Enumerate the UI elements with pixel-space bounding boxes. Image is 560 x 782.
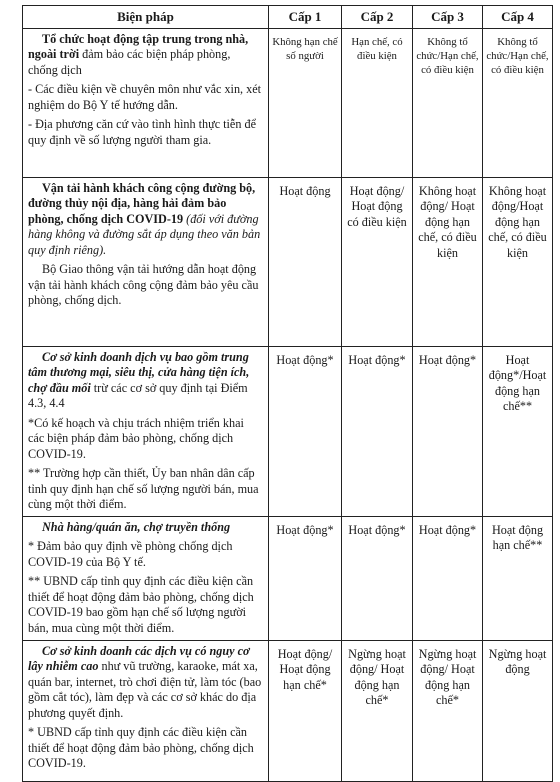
measure-note: * UBND cấp tỉnh quy định các điều kiện cần thiết để hoạt động đảm bảo phòng, chống dịch COVID-19. bbox=[28, 725, 254, 770]
measure-title: Vận tải hành khách công cộng đường bộ, đường thủy nội địa, hàng hải đảm bảo phòng, chống dịch COVID-19 (đối với đường hàng không và đường sắt áp dụng theo văn bản quy định riêng). bbox=[28, 180, 261, 257]
level-3-cell: Hoạt động* bbox=[413, 346, 483, 516]
measure-title: Cơ sở kinh doanh các dịch vụ có nguy cơ lây nhiễm cao như vũ trường, karaoke, mát xa, quán bar, internet, trò chơi điện tử, làm tóc (bao gồm cắt tóc), làm đẹp và các cơ sở khác do địa phương quyết định. bbox=[28, 643, 262, 720]
table-row bbox=[23, 640, 553, 781]
header-level-4: Cấp 4 bbox=[483, 6, 553, 29]
header-level-2: Cấp 2 bbox=[342, 6, 413, 29]
level-3-cell: Ngừng hoạt động/ Hoạt động hạn chế* bbox=[413, 640, 483, 781]
measure-cell bbox=[23, 640, 269, 781]
level-2-cell: Hoạt động* bbox=[342, 516, 413, 640]
measure-title: Cơ sở kinh doanh dịch vụ bao gồm trung tâm thương mại, siêu thị, cửa hàng tiện ích, chợ đầu mối trừ các cơ sở quy định tại Điểm 4.3, 4.4 bbox=[28, 349, 250, 410]
measure-note: Bộ Giao thông vận tải hướng dẫn hoạt động vận tải hành khách công cộng đảm bảo yêu cầu phòng, chống dịch. bbox=[28, 262, 259, 307]
table-row bbox=[23, 28, 553, 177]
header-level-3: Cấp 3 bbox=[413, 6, 483, 29]
measure-note: *Có kế hoạch và chịu trách nhiệm triển khai các biện pháp đảm bảo phòng, chống dịch COVID-19. bbox=[28, 415, 244, 461]
measure-note: * Đảm bảo quy định về phòng chống dịch COVID-19 của Bộ Y tế. bbox=[28, 539, 233, 569]
level-1-cell: Hoạt động/ Hoạt động hạn chế* bbox=[269, 640, 342, 781]
table-row bbox=[23, 516, 553, 640]
level-1-cell: Hoạt động* bbox=[269, 516, 342, 640]
level-1-cell: Hoạt động* bbox=[269, 346, 342, 516]
measure-note: - Địa phương căn cứ vào tình hình thực tiễn để quy định về số lượng người tham gia. bbox=[28, 117, 256, 147]
measure-cell bbox=[23, 28, 269, 177]
level-3-cell: Không tổ chức/Hạn chế, có điều kiện bbox=[413, 28, 483, 177]
level-4-cell: Không tổ chức/Hạn chế, có điều kiện bbox=[483, 28, 553, 177]
level-2-cell: Hạn chế, có điều kiện bbox=[342, 28, 413, 177]
measure-note: ** UBND cấp tỉnh quy định các điều kiện cần thiết để hoạt động đảm bảo phòng, chống dịch COVID-19 bao gồm hạn chế số lượng người bán, mua cùng một thời điểm. bbox=[28, 574, 254, 635]
measure-title: Tổ chức hoạt động tập trung trong nhà, ngoài trời đảm bảo các biện pháp phòng, chống dịch bbox=[28, 31, 249, 77]
header-row bbox=[23, 6, 553, 29]
table-row bbox=[23, 346, 553, 516]
header-measure: Biện pháp bbox=[23, 6, 269, 29]
header-level-1: Cấp 1 bbox=[269, 6, 342, 29]
level-4-cell: Hoạt động*/Hoạt động hạn chế** bbox=[483, 346, 553, 516]
table-row bbox=[23, 177, 553, 346]
measures-table bbox=[22, 5, 553, 782]
level-1-cell: Không hạn chế số người bbox=[269, 28, 342, 177]
level-3-cell: Hoạt động* bbox=[413, 516, 483, 640]
level-4-cell: Hoạt động hạn chế** bbox=[483, 516, 553, 640]
level-3-cell: Không hoạt động/ Hoạt động hạn chế, có điều kiện bbox=[413, 177, 483, 346]
measure-note: ** Trường hợp cần thiết, Ủy ban nhân dân cấp tỉnh quy định hạn chế số lượng người bán, mua cùng một thời điểm. bbox=[28, 466, 259, 511]
level-2-cell: Ngừng hoạt động/ Hoạt động hạn chế* bbox=[342, 640, 413, 781]
measure-cell bbox=[23, 177, 269, 346]
level-4-cell: Ngừng hoạt động bbox=[483, 640, 553, 781]
level-4-cell: Không hoạt động/Hoạt động hạn chế, có điều kiện bbox=[483, 177, 553, 346]
level-2-cell: Hoạt động/ Hoạt động có điều kiện bbox=[342, 177, 413, 346]
measure-cell bbox=[23, 346, 269, 516]
measure-note: - Các điều kiện về chuyên môn như vắc xin, xét nghiệm do Bộ Y tế hướng dẫn. bbox=[28, 82, 262, 112]
measure-cell bbox=[23, 516, 269, 640]
level-2-cell: Hoạt động* bbox=[342, 346, 413, 516]
level-1-cell: Hoạt động bbox=[269, 177, 342, 346]
measure-title: Nhà hàng/quán ăn, chợ truyền thống bbox=[42, 519, 231, 534]
measures-table-sheet bbox=[22, 5, 552, 782]
